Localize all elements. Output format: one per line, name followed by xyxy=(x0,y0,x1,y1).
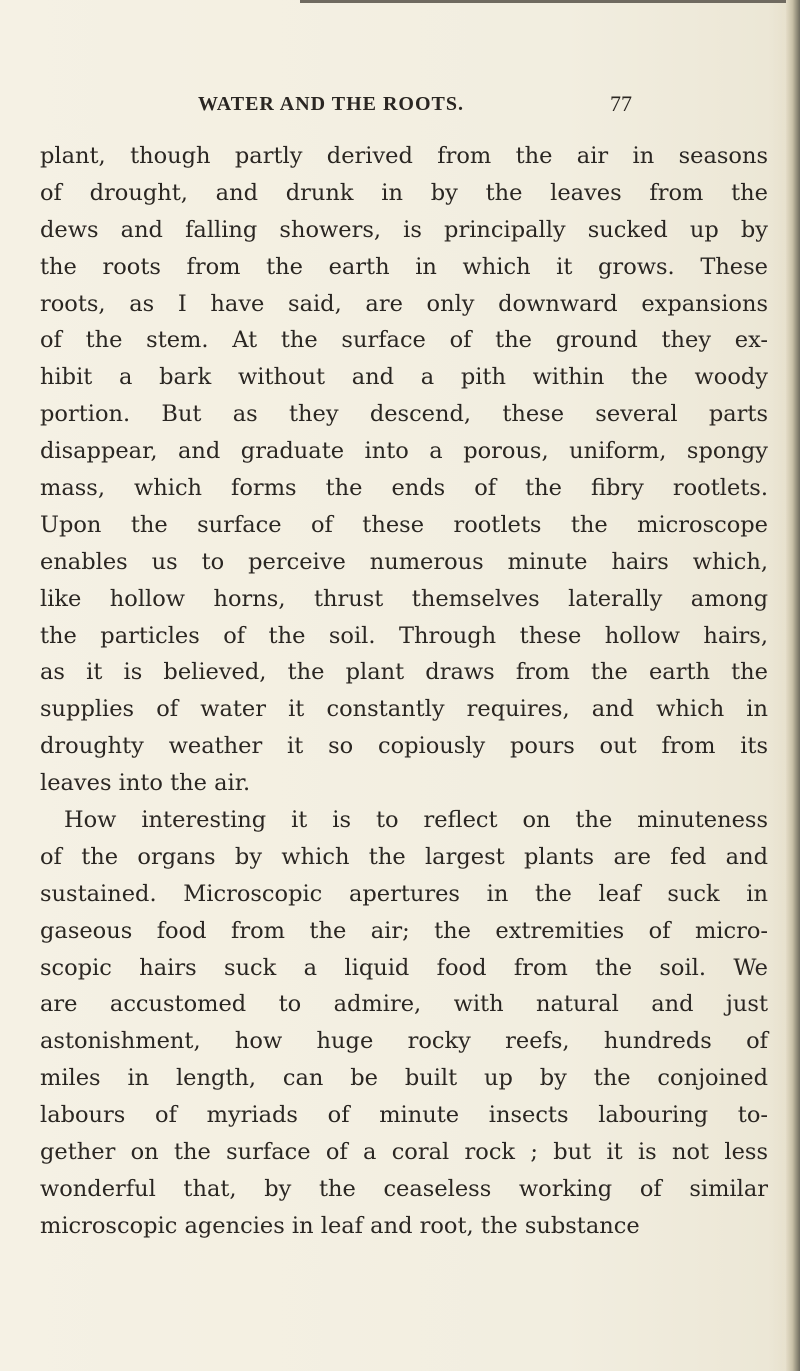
top-border-rule xyxy=(300,0,800,3)
text-line: of drought, and drunk in by the leaves from the xyxy=(40,179,768,206)
text-line: droughty weather it so copiously pours out from its xyxy=(40,733,768,760)
text-line: miles in length, can be built up by the conjoined xyxy=(40,1065,768,1092)
text-line: gaseous food from the air; the extremities of micro- xyxy=(40,917,768,944)
text-line: are accustomed to admire, with natural and just xyxy=(40,991,768,1018)
text-line: like hollow horns, thrust themselves laterally among xyxy=(40,585,768,612)
text-line: gether on the surface of a coral rock ; but it is not less xyxy=(40,1139,768,1166)
text-line: enables us to perceive numerous minute hairs which, xyxy=(40,548,768,575)
text-line: hibit a bark without and a pith within the woody xyxy=(40,364,768,391)
text-line: of the organs by which the largest plants are fed and xyxy=(40,843,768,870)
text-line: of the stem. At the surface of the ground they ex- xyxy=(40,327,768,354)
text-line: microscopic agencies in leaf and root, the substance xyxy=(40,1212,640,1239)
text-line: scopic hairs suck a liquid food from the soil. We xyxy=(40,954,768,981)
text-line: disappear, and graduate into a porous, uniform, spongy xyxy=(40,438,768,465)
text-line: leaves into the air. xyxy=(40,770,251,797)
text-line: How interesting it is to reflect on the minuteness xyxy=(64,807,768,834)
page-number: 77 xyxy=(610,91,632,116)
text-line: the roots from the earth in which it grows. These xyxy=(40,253,768,280)
page-edge-shadow xyxy=(786,0,800,1371)
text-line: labours of myriads of minute insects labouring to- xyxy=(40,1102,768,1129)
text-line: Upon the surface of these rootlets the microscope xyxy=(40,511,768,538)
text-line: sustained. Microscopic apertures in the leaf suck in xyxy=(40,880,768,907)
text-line: as it is believed, the plant draws from the earth the xyxy=(40,659,768,686)
text-line: the particles of the soil. Through these hollow hairs, xyxy=(40,622,768,649)
text-line: wonderful that, by the ceaseless working of similar xyxy=(40,1175,768,1202)
running-head: WATER AND THE ROOTS. xyxy=(198,93,464,115)
text-line: plant, though partly derived from the air in seasons xyxy=(40,143,768,169)
body-text xyxy=(40,138,768,1245)
text-line: roots, as I have said, are only downward expansions xyxy=(40,290,768,317)
page-header xyxy=(198,93,658,121)
text-line: dews and falling showers, is principally sucked up by xyxy=(40,216,768,243)
text-line: portion. But as they descend, these several parts xyxy=(40,401,768,428)
text-line: astonishment, how huge rocky reefs, hundreds of xyxy=(40,1028,768,1055)
text-line: supplies of water it constantly requires, and which in xyxy=(40,696,768,723)
text-line: mass, which forms the ends of the fibry rootlets. xyxy=(40,475,768,502)
